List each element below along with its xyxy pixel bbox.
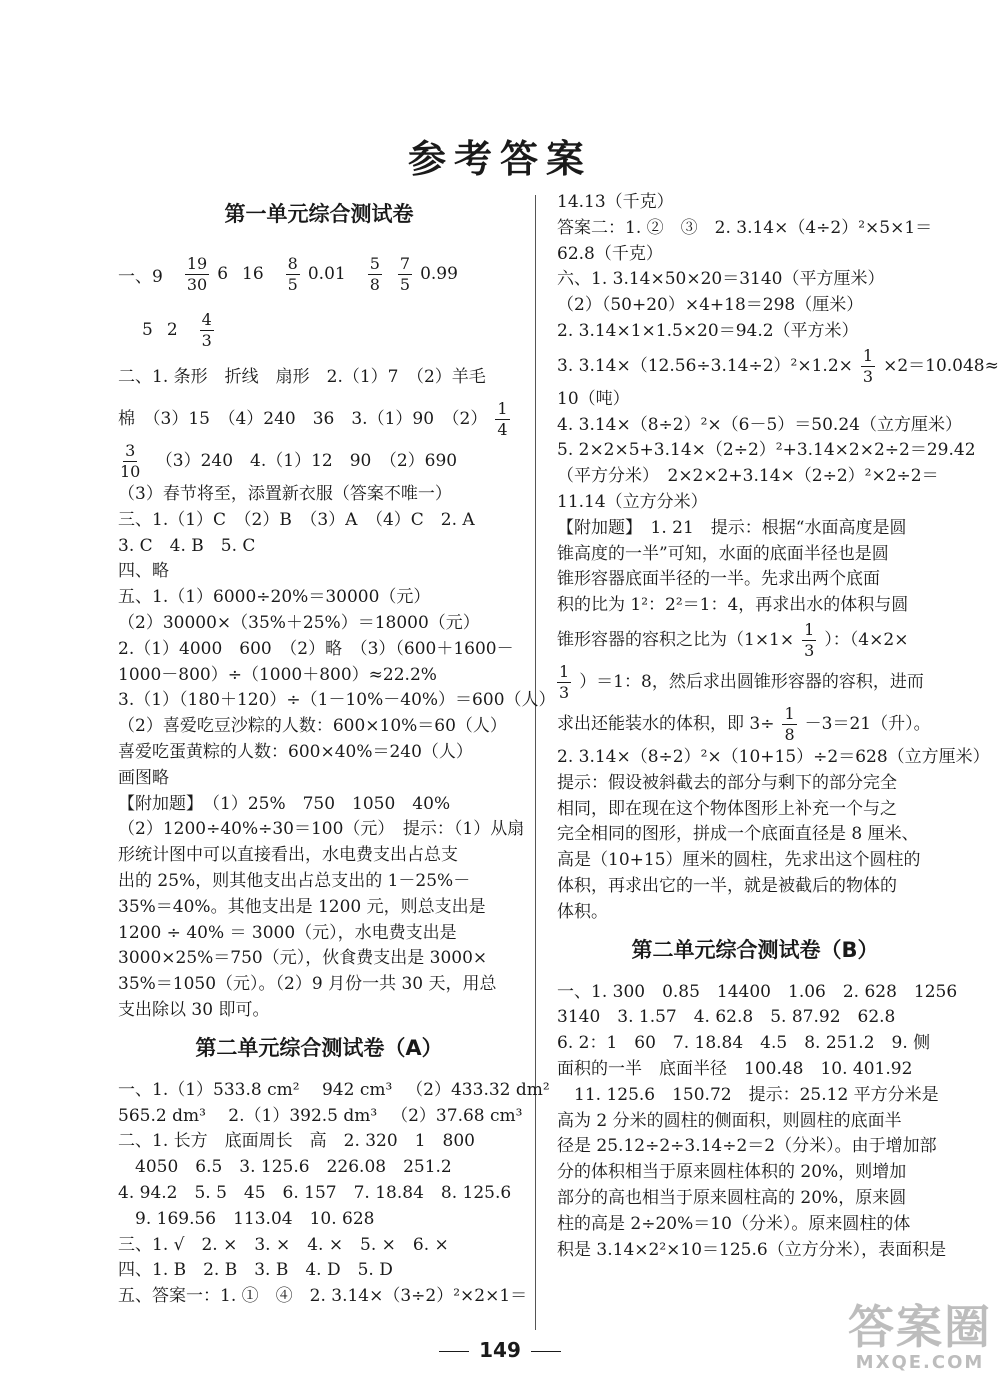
- answer-line: 4050 6.5 3. 125.6 226.08 251.2: [118, 1157, 452, 1178]
- answer-line: 3. C 4. B 5. C: [118, 535, 256, 556]
- answer-line: 径是 25.12÷2÷3.14÷2＝2（分米）。由于增加部: [557, 1136, 937, 1157]
- answer-line: [118, 398, 520, 440]
- watermark-logo: [848, 1302, 992, 1373]
- answer-line: 四、略: [118, 561, 169, 582]
- answer-line: 三、1. √ 2. × 3. × 4. × 5. × 6. ×: [118, 1234, 449, 1255]
- answer-text: 16: [242, 264, 264, 284]
- answer-line: 答案二：1. ② ③ 2. 3.14×（4÷2）²×5×1＝: [557, 217, 933, 238]
- answer-line: 2. 3.14×（8÷2）²×（10+15）÷2＝628（立方厘米）: [557, 746, 990, 767]
- fraction: $\frac{7}{5}$: [399, 253, 411, 294]
- answer-line: （2）30000×（35%＋25%）＝18000（元）: [118, 612, 480, 633]
- answer-line: 2.（1）4000 600 （2）略 （3）（600＋1600－: [118, 638, 514, 659]
- answer-text: ）：（4×2×: [824, 629, 909, 650]
- fraction: $\frac{1}{8}$: [784, 703, 795, 744]
- answer-line: 35%＝40%。其他支出是 1200 元，则总支出是: [118, 896, 486, 917]
- answer-line: 出的 25%，则其他支出占总支出的 1－25%－: [118, 870, 471, 891]
- answer-line: 9. 169.56 113.04 10. 628: [118, 1208, 375, 1229]
- answer-line: 五、答案一：1. ① ④ 2. 3.14×（3÷2）²×2×1＝: [118, 1286, 528, 1307]
- answer-line: （3）春节将至，添置新衣服（答案不唯一）: [118, 484, 452, 504]
- answer-line: 三、1.（1）C （2）B （3）A （4）C 2. A: [118, 509, 475, 530]
- answer-line: [118, 440, 520, 482]
- answer-line: （平方分米） 2×2×2+3.14×（2÷2）²×2÷2＝: [557, 466, 939, 487]
- answer-row-fractions: [118, 304, 520, 356]
- answer-line: 3000×25%＝750（元），伙食费支出是 3000×: [118, 948, 488, 969]
- answer-text: 一、9: [118, 266, 163, 287]
- fraction: $\frac{1}{4}$: [497, 399, 508, 439]
- answer-line: 62.8（千克）: [557, 243, 663, 264]
- answer-line: 体积，再求出它的一半，就是被截后的物体的: [557, 875, 897, 896]
- fraction: $\frac{1}{3}$: [862, 345, 874, 386]
- answer-text: －3＝21（升）。: [804, 713, 931, 734]
- right-column: [557, 190, 999, 1263]
- answer-line: 体积。: [557, 901, 608, 922]
- answer-line: 相同，即在现在这个物体图形上补充一个与之: [557, 798, 897, 819]
- answer-text: ×2＝10.048≈: [883, 355, 999, 376]
- answer-line: 画图略: [118, 767, 169, 788]
- answer-line: 支出除以 30 即可。: [118, 999, 270, 1020]
- fraction: $\frac{8}{5}$: [287, 253, 298, 294]
- answer-text: 0.01: [307, 264, 346, 284]
- answer-line: 4. 94.2 5. 5 45 6. 157 7. 18.84 8. 125.6: [118, 1182, 512, 1203]
- fraction: $\frac{3}{10}$: [120, 441, 141, 481]
- answer-text: 求出还能装水的体积，即 3÷: [557, 713, 775, 734]
- answer-line: [557, 619, 953, 661]
- answer-line: 11.14（立方分米）: [557, 491, 708, 512]
- answer-line: 锥高度的一半”可知，水面的底面半径也是圆: [557, 543, 889, 564]
- answer-line: 积的比为 1²：2²＝1：4，再求出水的体积与圆: [557, 595, 909, 616]
- answer-text: 2: [166, 320, 178, 340]
- fraction: $\frac{4}{3}$: [201, 309, 212, 350]
- answer-line: 二、1. 条形 折线 扇形 2.（1）7 （2）羊毛: [118, 367, 486, 387]
- answer-line: 高是（10+15）厘米的圆柱，先求出这个圆柱的: [557, 850, 921, 871]
- answer-line: 3.（1）（180＋120）÷（1－10%－40%）＝600（人）: [118, 690, 556, 711]
- answer-line: 11. 125.6 150.72 提示：25.12 平方分米是: [557, 1084, 939, 1105]
- answer-line: 3140 3. 1.57 4. 62.8 5. 87.92 62.8: [557, 1007, 896, 1028]
- answer-text: 6: [217, 264, 229, 284]
- answer-line: 柱的高是 2÷20%＝10（分米）。原来圆柱的体: [557, 1213, 911, 1234]
- answer-line: 二、1. 长方 底面周长 高 2. 320 1 800: [118, 1131, 475, 1152]
- fraction: $\frac{19}{30}$: [186, 253, 208, 294]
- answer-line: 10（吨）: [557, 388, 630, 409]
- answer-text: 0.99: [420, 264, 458, 284]
- dash-right: [531, 1351, 561, 1352]
- answer-text: （3）240 4.（1）12 90 （2）690: [155, 451, 458, 471]
- answer-line: 4. 3.14×（8÷2）²×（6－5）＝50.24（立方厘米）: [557, 414, 962, 435]
- answer-line: 完全相同的图形，拼成一个底面直径是 8 厘米、: [557, 824, 919, 845]
- watermark-text: 答案圈: [848, 1300, 992, 1354]
- answer-line: 1200 ÷ 40% ＝ 3000（元），水电费支出是: [118, 922, 457, 943]
- answer-line: （2）（50+20）×4+18＝298（厘米）: [557, 295, 864, 316]
- answer-line: 【附加题】 1. 21 提示：根据“水面高度是圆: [557, 517, 907, 538]
- answer-line: 5. 2×2×5+3.14×（2÷2）²+3.14×2×2÷2＝29.42: [557, 440, 976, 461]
- dash-left: [439, 1351, 469, 1352]
- section-title-unit2b: 第二单元综合测试卷（B）: [631, 937, 879, 962]
- answer-line: [557, 345, 999, 387]
- answer-line: （2）1200÷40%÷30＝100（元） 提示：（1）从扇: [118, 819, 525, 840]
- answer-text: 3. 3.14×（12.56÷3.14÷2）²×1.2×: [557, 355, 853, 376]
- answer-line: 【附加题】 （1）25% 750 1050 40%: [118, 793, 451, 814]
- fraction: $\frac{1}{3}$: [804, 619, 815, 660]
- answer-line: 积是 3.14×2²×10＝125.6（立方分米），表面积是: [557, 1239, 947, 1260]
- answer-line: 一、1.（1）533.8 cm² 942 cm³ （2）433.32 dm²: [118, 1079, 550, 1100]
- answer-line: 2. 3.14×1×1.5×20＝94.2（平方米）: [557, 320, 859, 341]
- column-divider: [535, 195, 536, 1330]
- answer-line: 部分的高也相当于原来圆柱高的 20%，原来圆: [557, 1187, 907, 1208]
- answer-line: 565.2 dm³ 2.（1）392.5 dm³ （2）37.68 cm³: [118, 1105, 523, 1126]
- answer-text: ）＝1：8，然后求出圆锥形容器的容积，进而: [579, 671, 924, 692]
- answer-line: 喜爱吃蛋黄粽的人数：600×40%＝240（人）: [118, 741, 473, 762]
- section-title-unit2a: 第二单元综合测试卷（A）: [195, 1035, 443, 1060]
- answer-line: 6. 2：1 60 7. 18.84 4.5 8. 251.2 9. 侧: [557, 1033, 931, 1054]
- answer-line: 35%＝1050（元）。（2）9 月份一共 30 天，用总: [118, 974, 497, 995]
- answer-line: 形统计图中可以直接看出，水电费支出占总支: [118, 845, 458, 866]
- watermark-url: MXQE.COM: [855, 1352, 985, 1373]
- answer-line: 面积的一半 底面半径 100.48 10. 401.92: [557, 1058, 913, 1079]
- answer-line: 提示：假设被斜截去的部分与剩下的部分完全: [557, 772, 897, 793]
- answer-line: 锥形容器底面半径的一半。先求出两个底面: [557, 569, 880, 590]
- answer-text: 5: [142, 320, 153, 340]
- answer-line: 一、1. 300 0.85 14400 1.06 2. 628 1256: [557, 981, 958, 1002]
- page-title: 参考答案: [407, 137, 592, 181]
- left-column: [118, 190, 556, 1310]
- fraction: $\frac{1}{3}$: [559, 661, 570, 702]
- answer-line: 五、1.（1）6000÷20%＝30000（元）: [118, 587, 431, 608]
- answer-line: 1000－800）÷（1000＋800）≈22.2%: [118, 664, 437, 685]
- answer-line: [557, 703, 953, 745]
- section-title-unit1: 第一单元综合测试卷: [224, 202, 414, 226]
- answer-text: 棉 （3）15 （4）240 36 3.（1）90 （2）: [118, 409, 488, 429]
- answer-row-fractions: [118, 244, 520, 304]
- page-number-text: 149: [479, 1338, 521, 1362]
- fraction: $\frac{5}{8}$: [369, 253, 380, 294]
- answer-line: 高为 2 分米的圆柱的侧面积，则圆柱的底面半: [557, 1110, 902, 1131]
- answer-text: 锥形容器的容积之比为（1×1×: [557, 629, 795, 650]
- answer-line: 14.13（千克）: [557, 192, 674, 212]
- answer-line: 四、1. B 2. B 3. B 4. D 5. D: [118, 1260, 393, 1281]
- answer-line: [557, 661, 953, 703]
- answer-line: 六、1. 3.14×50×20＝3140（平方厘米）: [557, 269, 885, 290]
- answer-line: 分的体积相当于原来圆柱体积的 20%，则增加: [557, 1162, 907, 1183]
- answer-line: （2）喜爱吃豆沙粽的人数：600×10%＝60（人）: [118, 716, 507, 737]
